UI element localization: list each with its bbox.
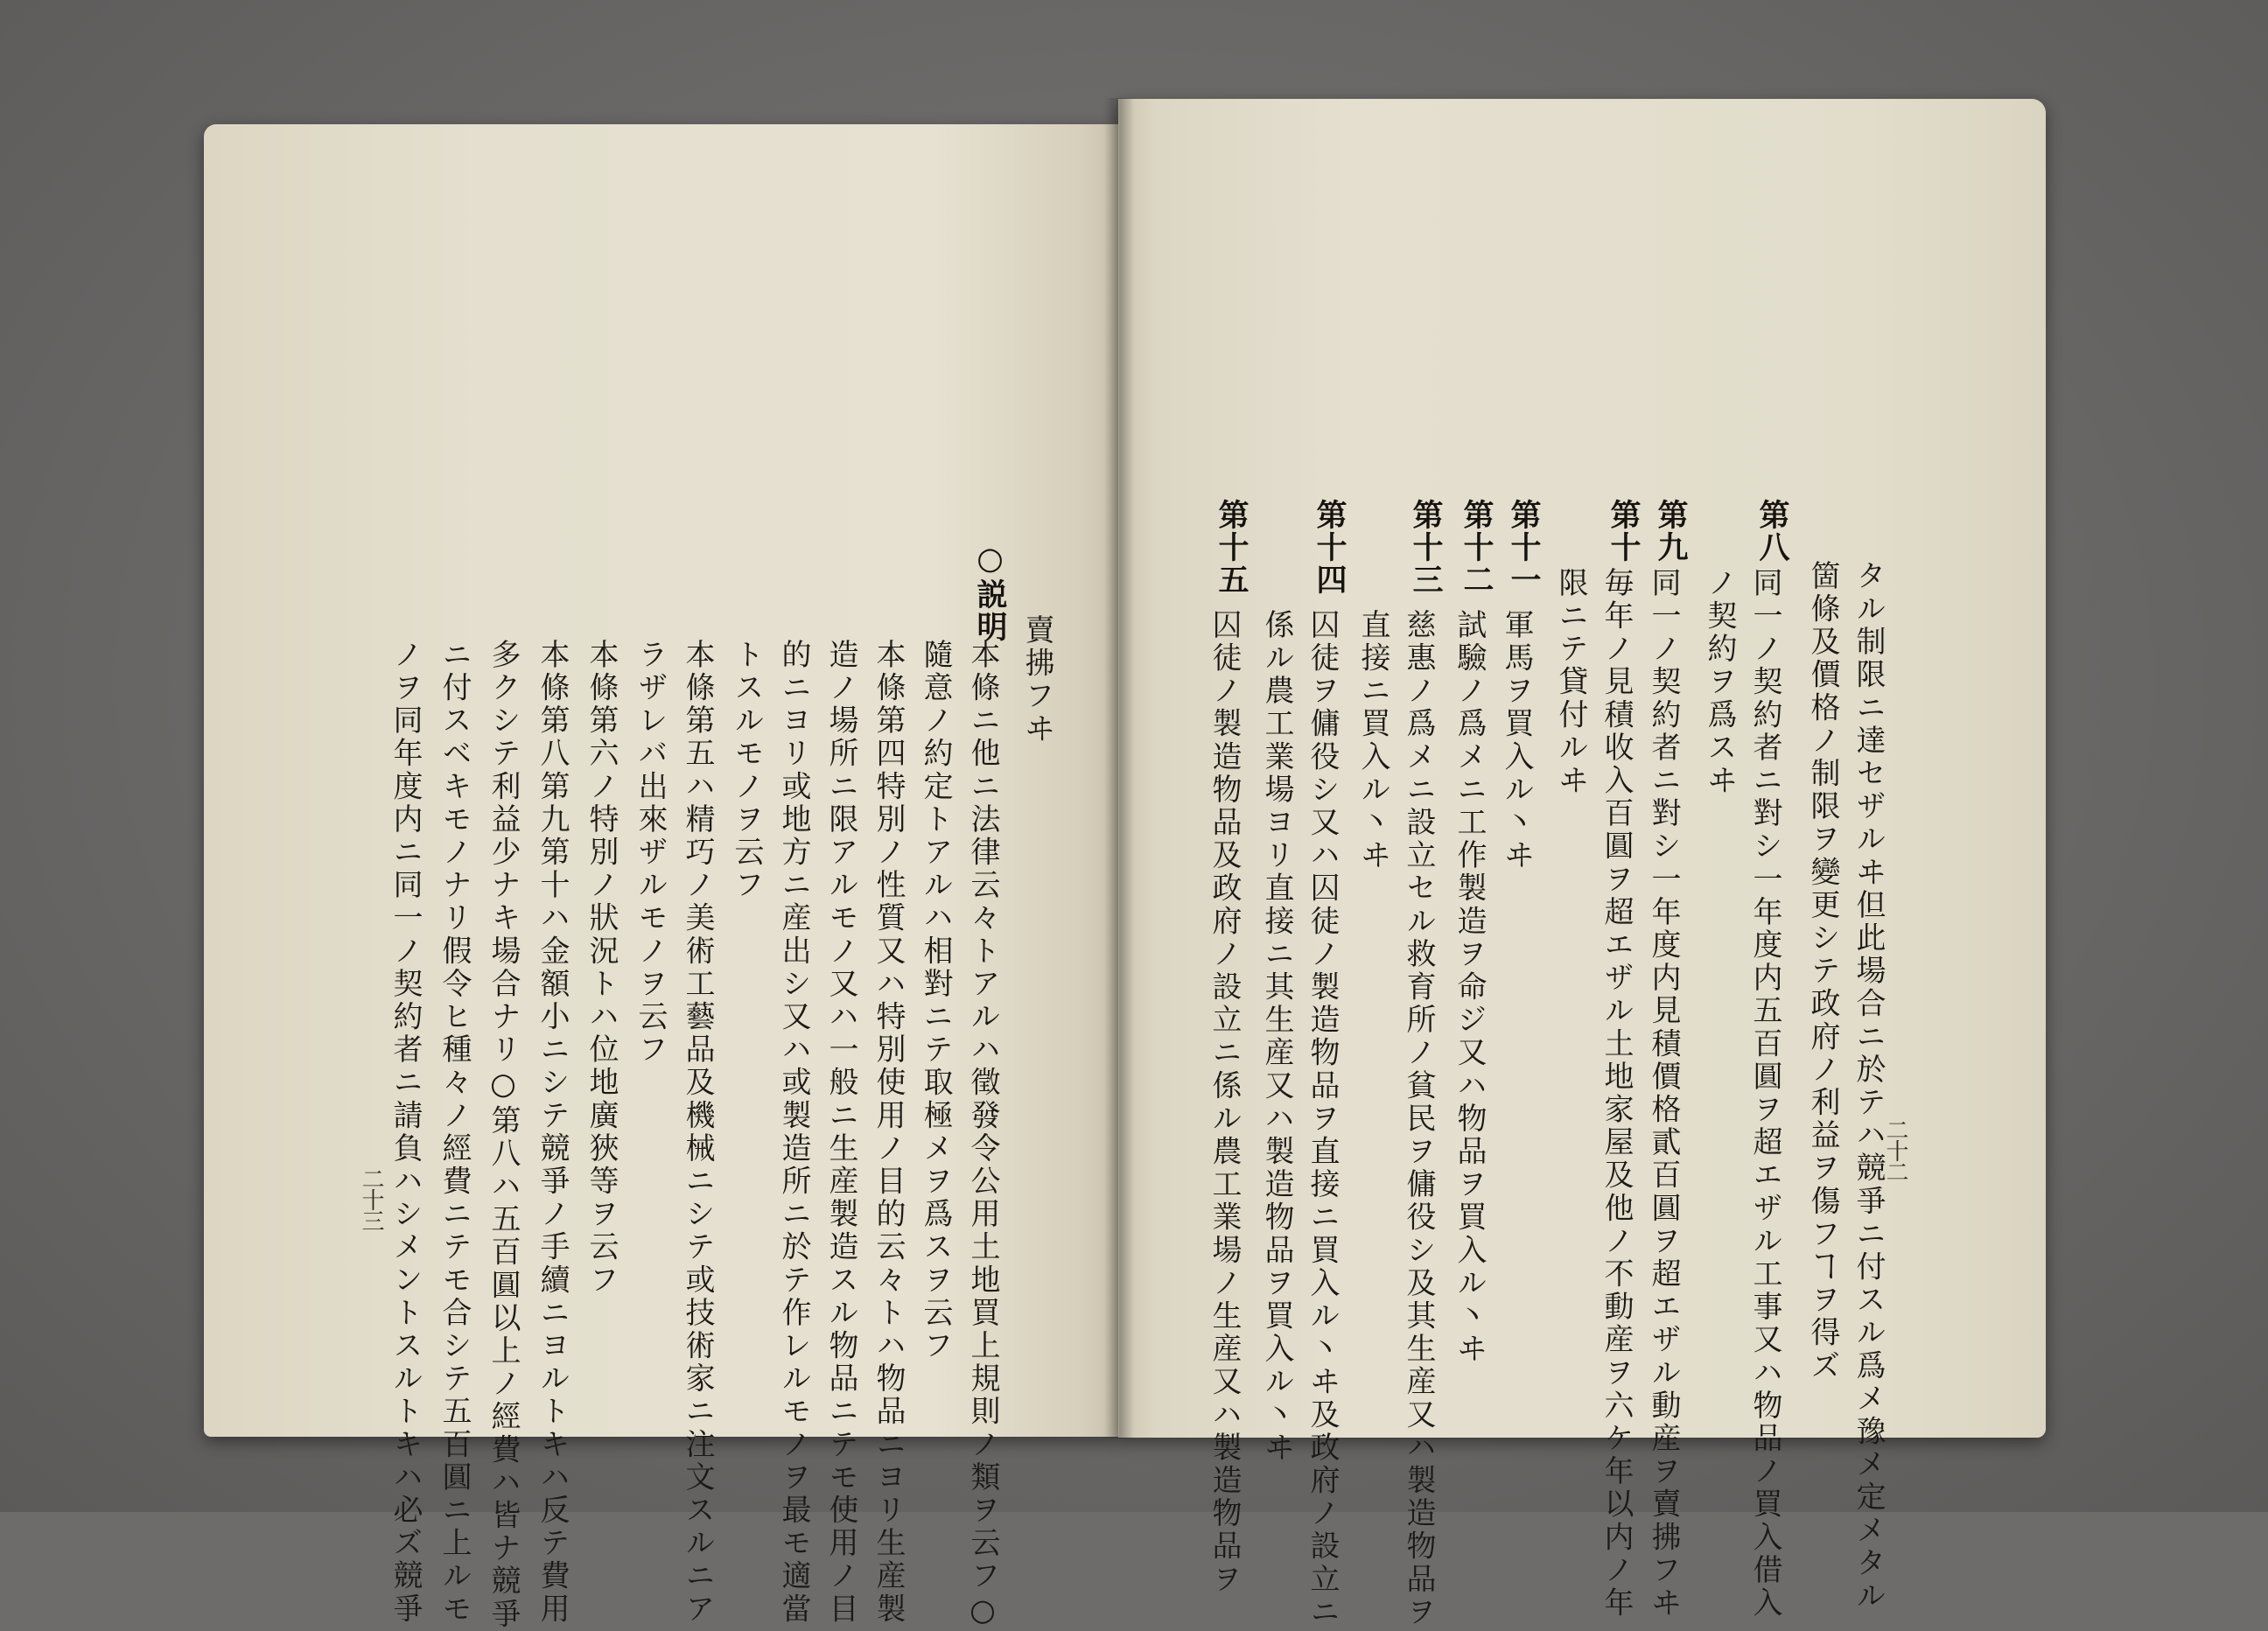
article-label: 第十二 — [1459, 499, 1494, 596]
text-column: 慈惠ノ爲メニ設立セル救育所ノ貧民ヲ傭役シ及其生産又ハ製造物品ヲ — [1401, 609, 1436, 1629]
article-label: 第九 — [1653, 499, 1689, 564]
text-column: 限ニテ貸付ルヰ — [1553, 567, 1588, 798]
book-gutter — [1104, 98, 1134, 1438]
text-column: 係ル農工業場ヨリ直接ニ其生産又ハ製造物品ヲ買入ル丶ヰ — [1259, 609, 1294, 1465]
text-column: 軍馬ヲ買入ル丶ヰ — [1499, 609, 1534, 872]
article-label: 第十五 — [1214, 499, 1250, 596]
text-column: 本條第八第九第十ハ金額小ニシテ競爭ノ手續ニヨルトキハ反テ費用 — [535, 639, 570, 1626]
text-column: トスルモノヲ云フ — [729, 639, 764, 902]
text-column: 同一ノ契約者ニ對シ一年度内見積價格貳百圓ヲ超エザル動産ヲ賣拂フヰ — [1646, 567, 1681, 1620]
text-column: 箇條及價格ノ制限ヲ變更シテ政府ノ利益ヲ傷フヿヲ得ズ — [1805, 560, 1840, 1382]
text-column: ノ契約ヲ爲スヰ — [1702, 567, 1737, 798]
text-column: 多クシテ利益少ナキ場合ナリ○第八ハ五百圓以上ノ經費ハ皆ナ競爭 — [486, 639, 521, 1631]
text-column: 囚徒ノ製造物品及政府ノ設立ニ係ル農工業場ノ生産又ハ製造物品ヲ — [1207, 609, 1242, 1596]
text-column: ノヲ同年度内ニ同一ノ契約者ニ請負ハシメントスルトキハ必ズ競爭 — [388, 639, 423, 1626]
article-label: 第十四 — [1312, 499, 1348, 596]
text-column: ニ付スベキモノナリ假令ヒ種々ノ經費ニテモ合シテ五百圓ニ上ルモ — [437, 639, 472, 1626]
text-column: 本條第四特別ノ性質又ハ特別使用ノ目的云々トハ物品ニヨリ生産製 — [871, 639, 906, 1626]
text-column: 賣拂フヰ — [1019, 614, 1054, 746]
article-label: 第十三 — [1408, 499, 1444, 596]
article-label: 第十 — [1606, 499, 1642, 564]
text-column: 囚徒ヲ傭役シ又ハ囚徒ノ製造物品ヲ直接ニ買入ル丶ヰ及政府ノ設立ニ — [1305, 609, 1340, 1629]
page-number-right: 二十二 — [1882, 1118, 1908, 1181]
text-column: 造ノ場所ニ限アルモノ又ハ一般ニ生産製造スル物品ニテモ使用ノ目 — [823, 639, 858, 1626]
text-column: 的ニヨリ或地方ニ産出シ又ハ或製造所ニ於テ作レルモノヲ最モ適當 — [776, 639, 811, 1626]
text-column: 同一ノ契約者ニ對シ一年度内五百圓ヲ超エザル工事又ハ物品ノ買入借入 — [1747, 567, 1782, 1620]
article-label: 第十一 — [1506, 499, 1542, 596]
text-column: 試驗ノ爲メニ工作製造ヲ命ジ又ハ物品ヲ買入ル丶ヰ — [1452, 609, 1487, 1366]
section-label: ○説明 — [972, 541, 1008, 643]
page-number-left: 二十三 — [358, 1167, 384, 1230]
text-column: ラザレバ出來ザルモノヲ云フ — [633, 639, 668, 1067]
text-column: 本條第六ノ特別ノ狀況トハ位地廣狹等ヲ云フ — [584, 639, 619, 1297]
text-column: 本條第五ハ精巧ノ美術工藝品及機械ニシテ或技術家ニ注文スルニア — [680, 639, 715, 1626]
text-column: 直接ニ買入ル丶ヰ — [1355, 609, 1390, 872]
text-column: 本條ニ他ニ法律云々トアルハ徵發令公用土地買上規則ノ類ヲ云フ○ — [965, 639, 1000, 1631]
text-column: タル制限ニ達セザルヰ但此場合ニ於テハ競爭ニ付スル爲メ豫メ定メタル — [1851, 560, 1886, 1614]
article-label: 第八 — [1754, 499, 1790, 564]
text-column: 隨意ノ約定トアルハ相對ニテ取極メヲ爲スヲ云フ — [918, 639, 953, 1363]
text-column: 毎年ノ見積收入百圓ヲ超エザル土地家屋及他ノ不動産ヲ六ケ年以内ノ年 — [1599, 567, 1634, 1620]
